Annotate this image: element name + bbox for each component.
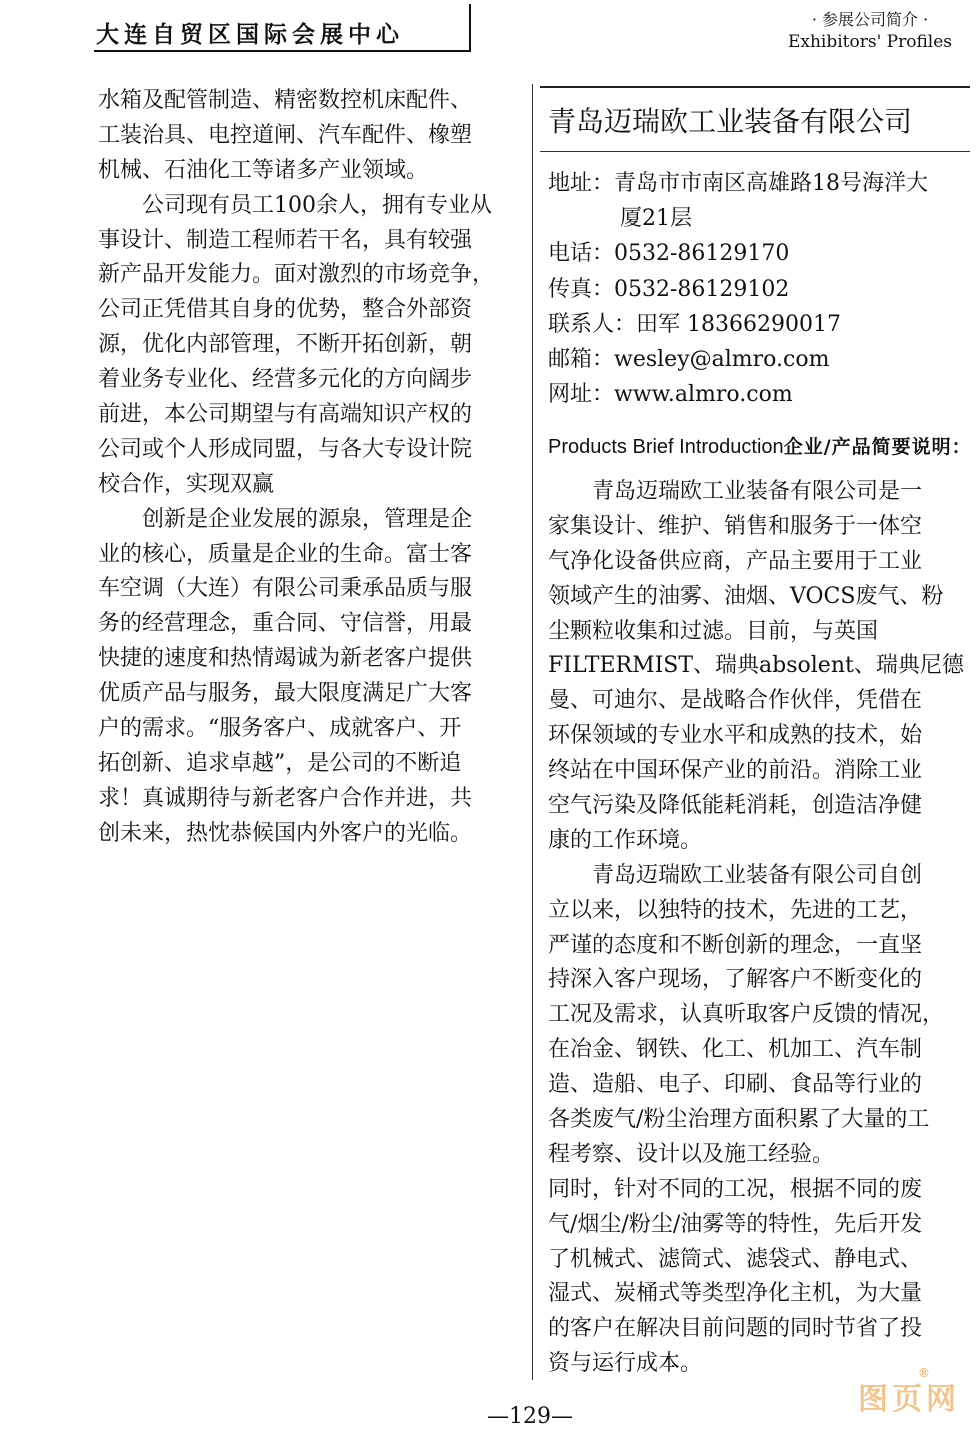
company-top-rule — [540, 86, 970, 88]
left-column — [98, 84, 524, 852]
left-text-line: 快捷的速度和热情竭诚为新老客户提供 — [98, 646, 473, 672]
left-text-line: 优质产品与服务，最大限度满足广大客 — [98, 681, 473, 707]
column-divider — [532, 84, 533, 1380]
left-text-line: 水箱及配管制造、精密数控机床配件、 — [98, 88, 473, 113]
products-text-line: 尘颗粒收集和过滤。目前，与英国 — [548, 618, 879, 644]
page-number: —129— — [487, 1404, 573, 1429]
section-label-en: Exhibitors' Profiles — [787, 32, 953, 52]
address-line-1 — [548, 166, 928, 201]
company-name: 青岛迈瑞欧工业装备有限公司 — [548, 105, 913, 138]
left-text-line: 前进，本公司期望与有高端知识产权的 — [98, 402, 473, 428]
left-text-line: 创新是企业发展的源泉，管理是企 — [98, 506, 473, 532]
products-text-line: 了机械式、滤筒式、滤袋式、静电式、 — [548, 1246, 923, 1272]
products-text-line: 曼、可迪尔、是战略合作伙伴，凭借在 — [548, 688, 923, 714]
products-text-line: 终站在中国环保产业的前沿。消除工业 — [548, 758, 923, 784]
products-text-line: 青岛迈瑞欧工业装备有限公司是一 — [548, 479, 923, 504]
left-text-line: 新产品开发能力。面对激烈的市场竞争， — [98, 262, 495, 288]
products-text-line: 造、造船、电子、印刷、食品等行业的 — [548, 1072, 923, 1098]
contact-person: 联系人：田军 18366290017 — [548, 311, 841, 337]
left-text-line: 机械、石油化工等诸多产业领域。 — [98, 157, 429, 183]
left-text-line: 公司现有员工100余人，拥有专业从 — [98, 192, 492, 218]
products-text-line: 同时，针对不同的工况，根据不同的废 — [548, 1176, 923, 1202]
products-text-line: 各类废气/粉尘治理方面积累了大量的工 — [548, 1107, 930, 1133]
left-text-line: 务的经营理念，重合同、守信誉，用最 — [98, 611, 473, 637]
left-text-line: 校合作，实现双赢 — [98, 471, 275, 497]
left-text-line: 户的需求。“服务客户、成就客户、开 — [98, 716, 462, 742]
left-text-line: 车空调（大连）有限公司秉承品质与服 — [98, 576, 473, 602]
products-text-line: 的客户在解决目前问题的同时节省了投 — [548, 1316, 923, 1342]
fax: 传真：0532-86129102 — [548, 276, 790, 302]
products-text-line: 严谨的态度和不断创新的理念，一直坚 — [548, 932, 923, 958]
left-text-line: 事设计、制造工程师若干名，具有较强 — [98, 227, 473, 253]
products-text-line: 湿式、炭桶式等类型净化主机，为大量 — [548, 1281, 923, 1307]
products-text-line: 青岛迈瑞欧工业装备有限公司自创 — [548, 862, 923, 888]
products-text-line: 领域产生的油雾、油烟、VOCS废气、粉 — [548, 583, 944, 609]
products-heading-en: Products Brief Introduction — [548, 436, 784, 458]
header-rule — [94, 50, 470, 52]
address-value-cont: 厦21层 — [620, 206, 692, 232]
products-heading — [548, 432, 972, 459]
products-text-line: 气/烟尘/粉尘/油雾等的特性，先后开发 — [548, 1211, 923, 1237]
products-text-line: 工况及需求，认真听取客户反馈的情况， — [548, 1002, 945, 1028]
website: 网址：www.almro.com — [548, 382, 793, 408]
left-text-line: 源，优化内部管理，不断开拓创新，朝 — [98, 332, 473, 358]
products-text-line: 资与运行成本。 — [548, 1351, 703, 1377]
products-text-line: 环保领域的专业水平和成熟的技术，始 — [548, 723, 923, 749]
header-vertical-rule — [469, 4, 471, 52]
phone: 电话：0532-86129170 — [548, 241, 790, 267]
watermark-registered-mark: ® — [918, 1366, 930, 1380]
left-text-line: 求！真诚期待与新老客户合作并进，共 — [98, 785, 473, 811]
left-text-line: 公司正凭借其自身的优势，整合外部资 — [98, 297, 473, 323]
publication-title: 大连自贸区国际会展中心 — [96, 22, 404, 48]
products-text-line: 空气污染及降低能耗消耗，创造洁净健 — [548, 793, 923, 819]
products-text-line: 气净化设备供应商，产品主要用于工业 — [548, 548, 923, 574]
products-body — [548, 475, 964, 1382]
products-text-line: 立以来，以独特的技术，先进的工艺， — [548, 897, 923, 923]
address-value: 青岛市市南区高雄路18号海洋大 — [614, 171, 929, 196]
company-title-rule — [540, 151, 970, 152]
address-line-2 — [548, 201, 928, 236]
email: 邮箱：wesley@almro.com — [548, 346, 830, 372]
products-text-line: 家集设计、维护、销售和服务于一体空 — [548, 513, 923, 539]
products-text-line: FILTERMIST、瑞典absolent、瑞典尼德 — [548, 653, 964, 679]
left-text-line: 着业务专业化、经营多元化的方向阔步 — [98, 367, 473, 393]
address-label: 地址： — [548, 171, 615, 196]
left-text-line: 创未来，热忱恭候国内外客户的光临。 — [98, 820, 473, 846]
products-heading-cn: 企业/产品简要说明： — [783, 436, 972, 458]
left-text-line: 业的核心，质量是企业的生命。富士客 — [98, 541, 473, 567]
left-text-line: 拓创新、追求卓越”，是公司的不断追 — [98, 750, 462, 776]
products-text-line: 康的工作环境。 — [548, 827, 703, 853]
left-text-line: 公司或个人形成同盟，与各大专设计院 — [98, 436, 473, 462]
left-text-line: 工装治具、电控道闸、汽车配件、橡塑 — [98, 122, 473, 148]
products-text-line: 程考察、设计以及施工经验。 — [548, 1141, 835, 1167]
products-text-line: 持深入客户现场，了解客户不断变化的 — [548, 967, 923, 993]
products-text-line: 在冶金、钢铁、化工、机加工、汽车制 — [548, 1037, 923, 1063]
watermark-logo: 图页网 — [858, 1382, 960, 1417]
contact-block — [548, 166, 928, 412]
section-label-cn: · 参展公司简介 · — [811, 10, 929, 29]
